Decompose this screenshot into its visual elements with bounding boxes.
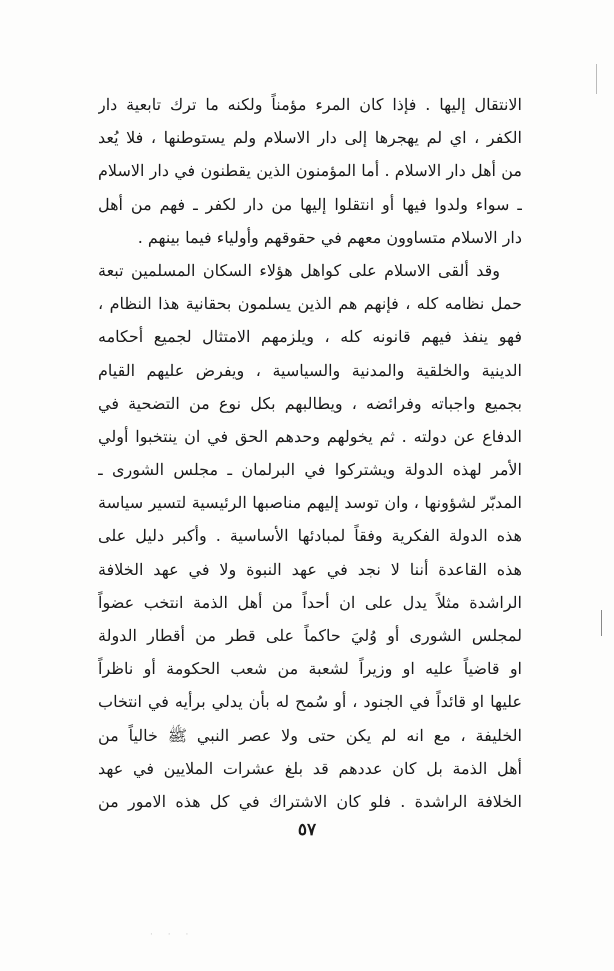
text-line: الدينية والخلقية والمدنية والسياسية ، ويفرض عليهم القيام <box>98 360 522 380</box>
text-line: الدفاع عن دولته . ثم يخولهم وحدهم الحق في ان ينتخبوا أولي <box>98 426 522 446</box>
text-line: عليها او قائداً في الجنود ، أو سُمح له بأن يدلي برأيه في انتخاب <box>98 692 522 712</box>
text-line: وقد ألقى الاسلام على كواهل هؤلاء السكان المسلمين تبعة <box>98 260 500 280</box>
text-line: او قاضياً عليه او وزيراً لشعبة من شعب الحكومة أو ناظراً <box>98 659 522 679</box>
text-line: الخلافة الراشدة . فلو كان الاشتراك في كل هذه الامور من <box>98 791 522 811</box>
text-line: حمل نظامه كله ، فإنهم هم الذين يسلمون بحقانية هذا النظام ، <box>98 294 522 314</box>
text-line: الأمر لهذه الدولة ويشتركوا في البرلمان ـ مجلس الشورى ـ <box>98 460 522 480</box>
text-line: الانتقال إليها . فإذا كان المرء مؤمناً ولكنه ما ترك تابعية دار <box>98 95 522 114</box>
text-line: الراشدة مثلاً يدل على ان أحداً من أهل الذمة انتخب عضواً <box>98 592 522 612</box>
text-line: الخليفة ، مع انه لم يكن حتى ولا عصر النبي ﷺ خالياً من <box>98 725 522 745</box>
text-line: المدبّر لشؤونها ، وان توسد إليهم مناصبها الرئيسية لتسير سياسة <box>98 493 522 513</box>
text-line: أهل الذمة بل كان عددهم قد بلغ عشرات الملايين في عهد <box>98 758 522 778</box>
scan-noise: · · · <box>150 930 195 940</box>
text-line: لمجلس الشورى أو وُليَ حاكماً على قطر من أقطار الدولة <box>98 626 522 645</box>
text-line: هذه الدولة الفكرية وفقاً لمبادئها الأساسية . وأكبر دليل على <box>98 526 522 546</box>
text-line: بجميع واجباته وفرائضه ، ويطالبهم بكل نوع من التضحية في <box>98 393 522 413</box>
text-line: هذه القاعدة أننا لا نجد في عهد النبوة ولا في عهد الخلافة <box>98 559 522 579</box>
paragraph-2 <box>98 254 522 818</box>
page-number: ٥٧ <box>297 820 317 840</box>
scan-margin-mark <box>601 610 602 636</box>
text-line: ـ سواء ولدوا فيها أو انتقلوا إليها من دار لكفر ـ فهم من أهل <box>98 194 522 214</box>
text-line: دار الاسلام متساوون معهم في حقوقهم وأولياء فيما بينهم . <box>137 227 522 247</box>
body-text <box>98 88 522 818</box>
scan-margin-mark <box>596 64 597 94</box>
paragraph-1 <box>98 88 522 254</box>
text-line: من أهل دار الاسلام . أما المؤمنون الذين يقطنون في دار الاسلام <box>98 161 522 181</box>
text-line: الكفر ، اي لم يهجرها إلى دار الاسلام ولم يستوطنها ، فلا يُعد <box>98 128 522 148</box>
text-line: فهو ينفذ فيهم قانونه كله ، ويلزمهم الامتثال لجميع أحكامه <box>98 327 522 347</box>
